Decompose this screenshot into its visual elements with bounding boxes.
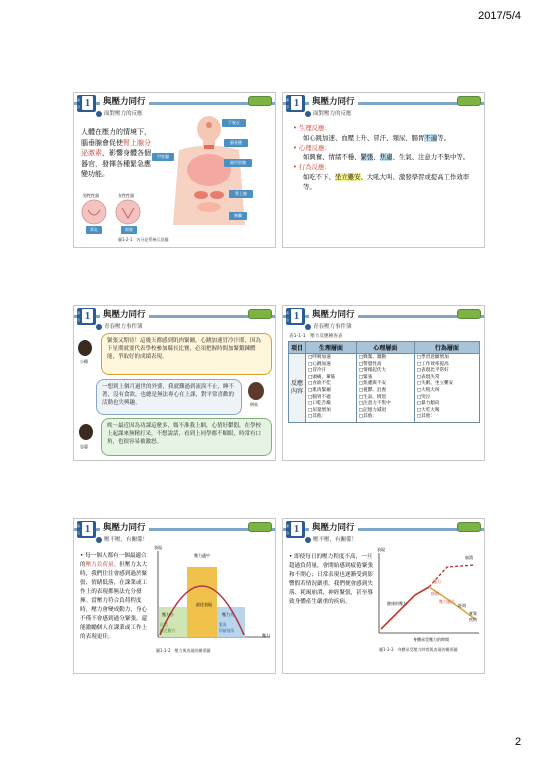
- slide-1: [73, 92, 276, 248]
- chart-label: 壓力大: [222, 612, 234, 617]
- slide-subtitle: 青春壓力事件簿: [96, 322, 143, 330]
- chapter-badge: 第 1 章: [77, 95, 96, 112]
- chapter-badge: 第 1 章: [77, 521, 96, 538]
- slide-subtitle: 壓不壓，有關係！: [305, 535, 357, 543]
- slide-subtitle: 面對壓力的反應: [96, 109, 143, 117]
- publisher-logo: [457, 96, 481, 106]
- chapter-title: 與壓力同行: [309, 521, 358, 533]
- figure-caption: 圖1-1-3 身體承受壓力時間與表現的關係圖: [379, 647, 458, 652]
- stress-checklist-table: [288, 341, 480, 423]
- chart-label: 緊張 情緒低落: [219, 622, 235, 633]
- slide-body: • 即使每日的壓力程度不高，一旦超過負荷量，會開始感到疲倦緊張和不開心；日常表現也逐漸受到影響假若情況嚴重，我們便會感到失落、耗竭崩潰，神經緊張，甚至導致身體產生嚴重的疾病。: [289, 554, 373, 605]
- organ-label: 甲狀腺: [152, 153, 174, 161]
- slide-4: [282, 305, 485, 461]
- chart-label: 健康的壓力: [387, 601, 407, 606]
- chart-label: 疲倦: [431, 591, 439, 596]
- figure-caption: 圖1-2-1 內分泌系統示意圖: [118, 237, 169, 242]
- checklist-column: □呼吸加速 □心跳加速 □冒冷汗 □頭痛、暈眩 □食欲不佳 □肌肉緊繃 □腸胃不適 □口乾舌燥 □尿量增加 □其他：: [306, 354, 357, 423]
- slide-subtitle: 青春壓力事件簿: [305, 322, 352, 330]
- chart-label: 沉悶 缺乏動力: [160, 622, 176, 633]
- publisher-logo: [457, 522, 481, 532]
- speech-bubble: 一想到上個月過世的外婆，我就難過到流淚不止，睡不著，沒有食欲，也總是無法專心在上課，對平常喜歡的活動也失興趣。: [96, 379, 242, 415]
- column-header: 行為層面: [414, 342, 479, 354]
- column-header: 項目: [289, 342, 306, 354]
- chart-label: 表現: [377, 547, 385, 552]
- chart-label: 崩潰: [465, 555, 473, 560]
- avatar: [79, 424, 93, 440]
- chapter-title: 與壓力同行: [309, 308, 358, 320]
- chart-label: 壓力小: [162, 612, 174, 617]
- publisher-logo: [248, 522, 272, 532]
- avatar: [78, 340, 92, 356]
- table-caption: 表1-1-1 壓力反應檢查表: [289, 334, 343, 339]
- slide-body: • 每一個人都有一個最適合的壓力負荷量。但壓力太大時，我們往往會感到過於緊張、情緒低落，在課業或工作上的表現都無法充分發揮。當壓力符合負荷程度時，壓力會變成動力，身心不僅不會感到過分緊張，還能激勵個人在課業或工作上的表現更佳。: [80, 553, 148, 640]
- female-figure-label: 女性性器: [118, 193, 134, 198]
- chart-label: 壓力適中: [194, 553, 210, 558]
- stress-time-chart: [375, 549, 483, 639]
- chart-label: 壓力: [433, 579, 441, 584]
- slide-subtitle: 壓不壓，有關係！: [96, 535, 148, 543]
- organ-label: 下視丘: [222, 119, 246, 127]
- column-header: 生理層面: [306, 342, 357, 354]
- reproductive-illustration: [80, 198, 144, 226]
- speech-bubble: 唉～最近因為功課這麼多，媽不准我上網，心情好鬱悶，在學校上起課來無精打采，不想說話，看到上同學都不順眼，時常有口角，也很容易被激怒。: [101, 418, 272, 456]
- column-header: 心理層面: [356, 342, 414, 354]
- publisher-logo: [457, 309, 481, 319]
- slide-3: [73, 305, 276, 461]
- avatar: [248, 382, 264, 400]
- checklist-column: □興奮、激動 □警覺性高 □情緒起伏大 □緊張 □焦慮與不安 □憂鬱、沮喪 □生氣、憤怒 □注意力不集中 □記憶力減退 □其他：: [356, 354, 414, 423]
- publisher-logo: [248, 96, 272, 106]
- chart-label: 壓力過大: [439, 599, 455, 604]
- page-number: 2: [515, 736, 522, 748]
- slide-5: [73, 518, 276, 674]
- chart-label: 耗竭: [458, 603, 466, 608]
- figure-caption: 圖1-1-2 壓力與表現的關係圖: [156, 648, 211, 653]
- chapter-title: 與壓力同行: [309, 95, 358, 107]
- avatar-name: 小楊: [80, 359, 88, 364]
- organ-label: 腎上腺: [229, 190, 253, 198]
- chapter-badge: 第 1 章: [77, 308, 96, 325]
- row-label: 反應內容: [289, 354, 306, 423]
- slide-2: [282, 92, 485, 248]
- chart-label: 身體承受壓力的時間: [413, 637, 449, 642]
- chart-label: 最佳表現: [196, 602, 212, 607]
- chart-label: 實質 疾病: [469, 611, 477, 622]
- page-date: 2017/5/4: [478, 10, 521, 22]
- organ-label: 胰臟: [229, 212, 247, 220]
- organ-label: 卵巢: [121, 226, 137, 234]
- publisher-logo: [248, 309, 272, 319]
- checklist-column: □學習意願增加 □工作效率提高 □表現比平常好 □表現失常 □失眠、坐立難安 □大吼大叫 □哭泣 □暴力傾向 □大吃大喝 □其他：: [414, 354, 479, 423]
- chapter-title: 與壓力同行: [100, 308, 149, 320]
- chapter-title: 與壓力同行: [100, 521, 149, 533]
- organ-label: 睪丸: [86, 226, 102, 234]
- chapter-badge: 第 1 章: [286, 308, 305, 325]
- endocrine-illustration: [159, 115, 276, 233]
- chart-label: 表現: [154, 545, 162, 550]
- slide-6: [282, 518, 485, 674]
- chapter-badge: 第 1 章: [286, 521, 305, 538]
- avatar-name: 忠惠: [80, 444, 88, 449]
- organ-label: 腦垂體: [224, 139, 248, 147]
- chart-label: 壓力: [262, 633, 270, 638]
- chapter-badge: 第 1 章: [286, 95, 305, 112]
- slide-body: 人體在壓力的情境下，腦垂腺會促使腎上腺分泌激素，影響身體各個器官，發揮各種緊急應變功能。: [81, 128, 151, 178]
- chapter-title: 與壓力同行: [100, 95, 149, 107]
- speech-bubble: 緊張又期待！這幾天都感到肌肉緊繃，心跳加速冒冷汗耶，因為下星期就要代表學校參加縣長比賽，必須把握時間加緊鍛鍊體能，爭取好的成績表現。: [101, 333, 272, 375]
- reaction-list: • 生理反應： 如心跳加速、血壓上升、冒汗、頻尿、腸胃不適等。 • 心理反應： 如興奮、情緒不穩、緊張、焦慮、生氣、注意力不集中等。 • 行為反應： 如吃不下、坐立難安、大吼大叫、激發學習或提高工作效率等。: [293, 124, 470, 191]
- avatar-name: 明英: [250, 402, 258, 407]
- organ-label: 副甲狀腺: [224, 159, 252, 167]
- slide-subtitle: 面對壓力的反應: [305, 109, 352, 117]
- male-figure-label: 男性性器: [83, 193, 99, 198]
